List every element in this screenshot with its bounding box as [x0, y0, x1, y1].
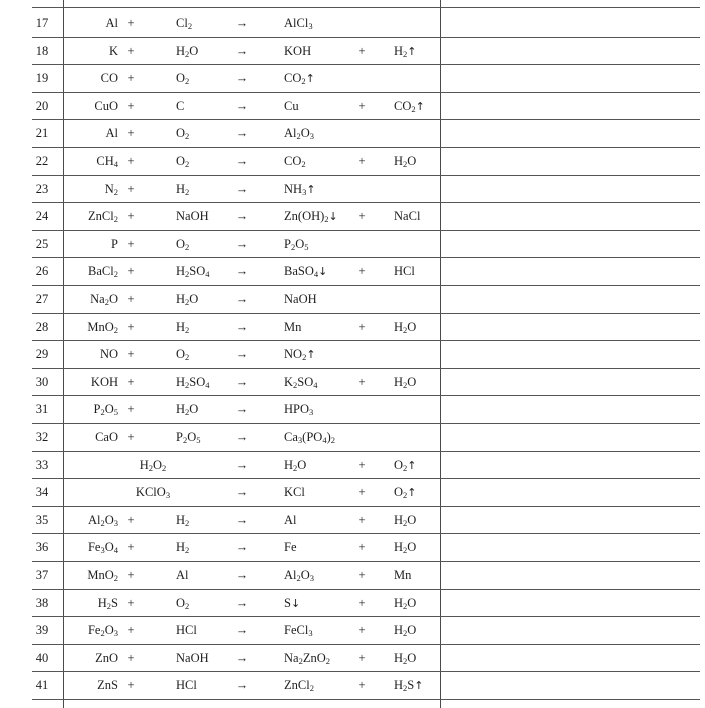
reactant-formula: $Fe_3O_4$: [87, 540, 118, 556]
plus-sign: +: [127, 154, 135, 168]
row-number: 29: [35, 347, 49, 362]
row-rule: [32, 589, 700, 590]
equation-row: [0, 645, 705, 673]
reactant-formula-2: $O_2$: [176, 595, 190, 611]
reactant-formula: ZnCl$_2$: [88, 209, 118, 225]
equation-row: [0, 534, 705, 562]
row-rule: [32, 37, 700, 38]
equation-row: [0, 314, 705, 342]
row-number: 31: [35, 402, 49, 417]
plus-sign: +: [127, 623, 135, 638]
plus-sign: +: [127, 347, 135, 362]
row-rule: [32, 699, 700, 700]
reactant-formula-2: $O_2$: [176, 154, 190, 169]
reaction-arrow: →: [235, 209, 249, 224]
row-rule: [32, 368, 700, 369]
reaction-arrow: →: [235, 374, 249, 389]
row-rule: [32, 644, 700, 645]
product-formula-2: $H_2S↑$: [394, 678, 424, 694]
reactant-formula: $Fe_2O_3$: [87, 623, 118, 639]
reactant-formula-2: $H_2O$: [176, 43, 199, 59]
reactant-formula: $N_2$: [104, 181, 118, 197]
row-rule: [32, 478, 700, 479]
product-formula: $NH_3↑$: [284, 181, 316, 197]
equation-row: [0, 65, 705, 93]
reactant-formula: ZnO: [95, 650, 118, 665]
product-formula: $Al_2O_3$: [284, 568, 315, 583]
reaction-arrow: →: [235, 595, 249, 610]
row-number: 38: [35, 595, 49, 610]
plus-sign: +: [127, 71, 135, 86]
reaction-arrow: →: [235, 347, 249, 362]
reactant-formula: NO: [99, 347, 118, 362]
plus-sign: +: [127, 568, 135, 582]
product-formula-2: $H_2O$: [394, 319, 417, 335]
reactant-formula-2: $Cl_2$: [176, 16, 193, 31]
product-formula: $P_2O_5$: [284, 236, 309, 252]
reaction-arrow: →: [235, 43, 249, 58]
reactant-formula-2: $P_2O_5$: [176, 430, 201, 445]
reaction-arrow: →: [235, 512, 249, 527]
equation-row: [0, 203, 705, 231]
equation-row: [0, 396, 705, 424]
row-number: 23: [35, 181, 49, 196]
plus-sign: +: [358, 540, 366, 555]
product-formula-2: Mn: [394, 568, 412, 582]
row-rule: [32, 423, 700, 424]
reaction-arrow: →: [235, 540, 249, 555]
row-number: 32: [35, 430, 49, 444]
reactant-formula: $Al_2O_3$: [87, 512, 118, 528]
reactant-formula-2: NaOH: [176, 209, 209, 224]
plus-sign: +: [358, 264, 366, 279]
product-formula-2: HCl: [394, 264, 415, 279]
equation-row: [0, 424, 705, 452]
plus-sign: +: [127, 126, 135, 141]
plus-sign: +: [358, 209, 366, 224]
reactant-formula: CO: [100, 71, 118, 86]
reaction-arrow: →: [235, 292, 249, 306]
plus-sign: +: [127, 650, 135, 665]
equation-row: [0, 341, 705, 369]
row-rule: [32, 257, 700, 258]
product-formula: $Al_2O_3$: [284, 126, 315, 142]
product-formula-2: $O_2↑$: [394, 457, 417, 473]
reactant-formula-2: HCl: [176, 623, 197, 638]
product-formula: KOH: [284, 43, 312, 58]
reactant-formula-2: $H_2O$: [176, 292, 199, 307]
reaction-arrow: →: [235, 181, 249, 196]
row-number: 41: [35, 678, 49, 693]
equation-row: [0, 231, 705, 259]
row-rule: [32, 64, 700, 65]
row-number: 35: [35, 512, 49, 527]
reactant-formula: BaCl$_2$: [88, 264, 118, 280]
row-rule: [32, 533, 700, 534]
product-formula-2: $H_2O$: [394, 512, 417, 528]
product-formula: $H_2O$: [284, 457, 307, 473]
plus-sign: [355, 231, 369, 259]
reaction-arrow: →: [235, 264, 249, 279]
product-formula: $Ca_3(PO_4)_2$: [284, 430, 335, 445]
product-formula-2: $H_2O$: [394, 595, 417, 611]
reactant-formula: KClO$_3$: [135, 485, 171, 501]
reaction-arrow: →: [235, 126, 249, 141]
row-number: 28: [35, 319, 49, 334]
row-number: 33: [35, 457, 49, 472]
plus-sign: +: [358, 678, 366, 693]
reactant-formula-2: $H_2$: [176, 540, 190, 556]
reactant-formula: $H_2O_2$: [139, 457, 167, 473]
row-number: 24: [35, 209, 49, 224]
plus-sign: +: [358, 623, 366, 638]
row-number: 26: [35, 264, 49, 279]
reactant-formula: MnO$_2$: [87, 319, 118, 335]
plus-sign: [355, 341, 369, 369]
row-number: 27: [35, 292, 49, 306]
plus-sign: +: [127, 43, 135, 58]
equation-row: [0, 176, 705, 204]
equation-row: [0, 120, 705, 148]
plus-sign: +: [127, 374, 135, 389]
plus-sign: +: [127, 402, 135, 417]
reaction-arrow: →: [235, 457, 249, 472]
plus-sign: +: [127, 264, 135, 279]
reactant-formula-2: $O_2$: [176, 236, 190, 252]
row-rule: [32, 7, 700, 8]
reactant-formula: Al: [105, 126, 118, 141]
plus-sign: +: [358, 512, 366, 527]
reactant-formula: $Na_2O$: [90, 292, 118, 307]
product-formula: Cu: [284, 98, 299, 113]
reactant-formula-2: HCl: [176, 678, 197, 693]
reaction-arrow: →: [235, 650, 249, 665]
product-formula: S↓: [284, 595, 301, 610]
plus-sign: [355, 10, 369, 38]
plus-sign: [355, 120, 369, 148]
equation-row: [0, 479, 705, 507]
product-formula: Mn: [284, 319, 302, 334]
row-number: 30: [35, 374, 49, 389]
product-formula: Al: [284, 512, 297, 527]
row-number: 17: [35, 16, 49, 30]
equation-row: [0, 452, 705, 480]
plus-sign: +: [358, 374, 366, 389]
plus-sign: +: [127, 595, 135, 610]
equation-row: [0, 286, 705, 314]
reaction-arrow: →: [235, 154, 249, 168]
plus-sign: +: [358, 319, 366, 334]
row-rule: [32, 313, 700, 314]
product-formula-2: $H_2O$: [394, 540, 417, 556]
product-formula: Fe: [284, 540, 297, 555]
plus-sign: +: [127, 319, 135, 334]
reactant-formula-2: NaOH: [176, 650, 209, 665]
product-formula: KCl: [284, 485, 305, 500]
row-number: 34: [35, 485, 49, 500]
reactant-formula: ZnS: [97, 678, 118, 693]
plus-sign: [355, 396, 369, 424]
product-formula: $HPO_3$: [284, 402, 314, 418]
plus-sign: [355, 424, 369, 452]
plus-sign: [355, 176, 369, 204]
reaction-arrow: →: [235, 678, 249, 693]
plus-sign: [355, 65, 369, 93]
row-rule: [32, 92, 700, 93]
row-number: 20: [35, 98, 49, 113]
plus-sign: +: [358, 154, 366, 168]
reactant-formula: CuO: [94, 98, 118, 113]
row-rule: [32, 671, 700, 672]
plus-sign: +: [358, 98, 366, 113]
plus-sign: +: [127, 98, 135, 113]
plus-sign: +: [358, 485, 366, 500]
product-formula-2: $O_2↑$: [394, 485, 417, 501]
row-rule: [32, 340, 700, 341]
row-rule: [32, 175, 700, 176]
reactant-formula: $CH_4$: [96, 154, 118, 169]
plus-sign: +: [358, 595, 366, 610]
plus-sign: +: [358, 568, 366, 582]
product-formula: BaSO$_4$↓: [284, 264, 328, 280]
reactant-formula: P: [111, 236, 118, 251]
reaction-arrow: →: [235, 236, 249, 251]
row-number: 19: [35, 71, 49, 86]
row-rule: [32, 506, 700, 507]
row-number: 36: [35, 540, 49, 555]
row-number: 18: [35, 43, 49, 58]
reaction-arrow: →: [235, 71, 249, 86]
row-number: 40: [35, 650, 49, 665]
reaction-arrow: →: [235, 485, 249, 500]
product-formula: $Na_2ZnO_2$: [284, 650, 331, 666]
product-formula-2: $H_2O$: [394, 154, 417, 169]
product-formula-2: $H_2O$: [394, 623, 417, 639]
reactant-formula-2: Al: [176, 568, 189, 582]
reaction-arrow: →: [235, 98, 249, 113]
plus-sign: +: [127, 209, 135, 224]
plus-sign: +: [127, 512, 135, 527]
reactant-formula: Al: [105, 16, 118, 30]
product-formula-2: $H_2O$: [394, 374, 417, 390]
row-number: 22: [35, 154, 49, 168]
equation-row: [0, 562, 705, 590]
plus-sign: [355, 286, 369, 314]
reactant-formula: K: [108, 43, 118, 58]
product-formula: $Zn(OH)_2↓$: [284, 209, 338, 225]
row-number: 21: [35, 126, 49, 141]
plus-sign: +: [127, 678, 135, 693]
plus-sign: +: [127, 236, 135, 251]
product-formula: $NO_2↑$: [284, 347, 316, 363]
reactant-formula-2: $H_2$: [176, 181, 190, 197]
reactant-formula-2: C: [176, 98, 185, 113]
row-rule: [32, 119, 700, 120]
equation-row: [0, 507, 705, 535]
plus-sign: +: [127, 181, 135, 196]
reactant-formula: $P_2O_5$: [93, 402, 118, 418]
row-rule: [32, 147, 700, 148]
plus-sign: +: [358, 457, 366, 472]
product-formula: $K_2SO_4$: [284, 374, 318, 390]
reactant-formula: $H_2S$: [97, 595, 118, 611]
equation-row: [0, 10, 705, 38]
row-rule: [32, 395, 700, 396]
product-formula-2: $CO_2↑$: [394, 98, 425, 114]
row-number: 25: [35, 236, 49, 251]
product-formula: $CO_2↑$: [284, 71, 315, 87]
equation-row: [0, 369, 705, 397]
product-formula: FeCl$_3$: [284, 623, 313, 639]
reactant-formula: MnO$_2$: [87, 568, 118, 583]
plus-sign: +: [127, 540, 135, 555]
reactant-formula-2: $H_2$: [176, 512, 190, 528]
equation-row: [0, 38, 705, 66]
reactant-formula-2: $H_2$: [176, 319, 190, 335]
reactant-formula-2: $H_2SO_4$: [176, 374, 210, 390]
reactant-formula-2: $O_2$: [176, 126, 190, 142]
row-rule: [32, 561, 700, 562]
reaction-arrow: →: [235, 402, 249, 417]
plus-sign: +: [127, 292, 135, 306]
product-formula: AlCl$_3$: [284, 16, 313, 31]
reaction-arrow: →: [235, 623, 249, 638]
product-formula-2: NaCl: [394, 209, 421, 224]
plus-sign: +: [127, 16, 135, 30]
product-formula: $CO_2$: [284, 154, 306, 169]
product-formula-2: $H_2O$: [394, 650, 417, 666]
row-rule: [32, 202, 700, 203]
reactant-formula: KOH: [90, 374, 118, 389]
reaction-arrow: →: [235, 16, 249, 30]
reactant-formula-2: $O_2$: [176, 347, 190, 363]
equation-row: [0, 93, 705, 121]
equation-row: [0, 617, 705, 645]
reactant-formula: CaO: [95, 430, 118, 444]
plus-sign: +: [358, 650, 366, 665]
reactant-formula-2: $O_2$: [176, 71, 190, 87]
reaction-arrow: →: [235, 430, 249, 444]
reactant-formula-2: $H_2O$: [176, 402, 199, 418]
equation-row: [0, 672, 705, 700]
reactant-formula-2: $H_2SO_4$: [176, 264, 210, 280]
product-formula-2: $H_2↑$: [394, 43, 417, 59]
row-number: 39: [35, 623, 49, 638]
product-formula: ZnCl$_2$: [284, 678, 314, 694]
row-rule: [32, 285, 700, 286]
plus-sign: +: [358, 43, 366, 58]
row-rule: [32, 451, 700, 452]
reaction-arrow: →: [235, 319, 249, 334]
row-rule: [32, 230, 700, 231]
equation-row: [0, 148, 705, 176]
row-number: 37: [35, 568, 49, 582]
row-rule: [32, 616, 700, 617]
equation-row: [0, 590, 705, 618]
product-formula: NaOH: [284, 292, 317, 306]
reaction-arrow: →: [235, 568, 249, 582]
plus-sign: +: [127, 430, 135, 444]
equation-row: [0, 258, 705, 286]
